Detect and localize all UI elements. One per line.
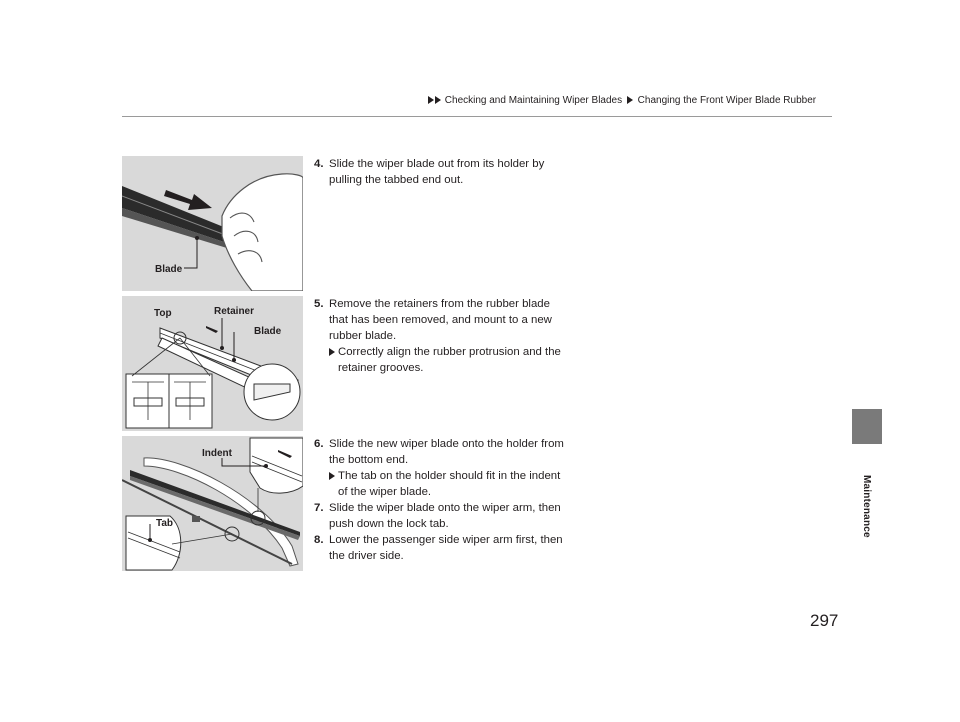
section-tab-marker <box>852 409 882 444</box>
note-arrow-icon <box>329 472 335 480</box>
step-text: Lower the passenger side wiper arm first, then the driver side. <box>329 534 563 562</box>
step-item <box>314 436 564 468</box>
step-item <box>314 296 564 344</box>
label-top: Top <box>154 308 172 319</box>
label-indent: Indent <box>202 448 232 459</box>
header-divider <box>122 116 832 117</box>
breadcrumb <box>428 95 816 106</box>
step-text: Slide the wiper blade onto the wiper arm, then push down the lock tab. <box>329 502 561 530</box>
steps-group-install <box>314 436 564 564</box>
step-item <box>314 532 564 564</box>
note-arrow-icon <box>329 348 335 356</box>
step-text: Slide the wiper blade out from its holder by pulling the tabbed end out. <box>329 158 545 186</box>
step-number: 4. <box>314 158 324 170</box>
steps-group-retainers <box>314 296 564 376</box>
step-note <box>314 344 564 376</box>
breadcrumb-item-section[interactable]: Checking and Maintaining Wiper Blades <box>444 95 623 106</box>
step-number: 7. <box>314 502 324 514</box>
step-text: Slide the new wiper blade onto the holder from the bottom end. <box>329 438 564 466</box>
step-text: Remove the retainers from the rubber blade that has been removed, and mount to a new rubber blade. <box>329 298 552 342</box>
step-number: 5. <box>314 298 324 310</box>
illustration-remove-blade <box>122 156 303 291</box>
step-number: 6. <box>314 438 324 450</box>
step-number: 8. <box>314 534 324 546</box>
illustration-retainers <box>122 296 303 431</box>
section-tab-label: Maintenance <box>861 475 872 538</box>
step-note-text: Correctly align the rubber protrusion and the retainer grooves. <box>338 346 561 374</box>
breadcrumb-item-topic[interactable]: Changing the Front Wiper Blade Rubber <box>637 95 817 106</box>
steps-group-remove <box>314 156 564 188</box>
label-tab: Tab <box>156 518 174 529</box>
label-blade: Blade <box>155 264 183 275</box>
breadcrumb-arrow-icon <box>428 96 434 104</box>
step-note-text: The tab on the holder should fit in the indent of the wiper blade. <box>338 470 561 498</box>
step-note <box>314 468 564 500</box>
illustration-install-blade <box>122 436 303 571</box>
breadcrumb-arrow-icon <box>435 96 441 104</box>
label-retainer: Retainer <box>214 306 255 317</box>
label-blade-2: Blade <box>254 326 282 337</box>
step-item <box>314 500 564 532</box>
step-item <box>314 156 564 188</box>
page-number: 297 <box>810 611 839 630</box>
breadcrumb-arrow-icon <box>627 96 633 104</box>
